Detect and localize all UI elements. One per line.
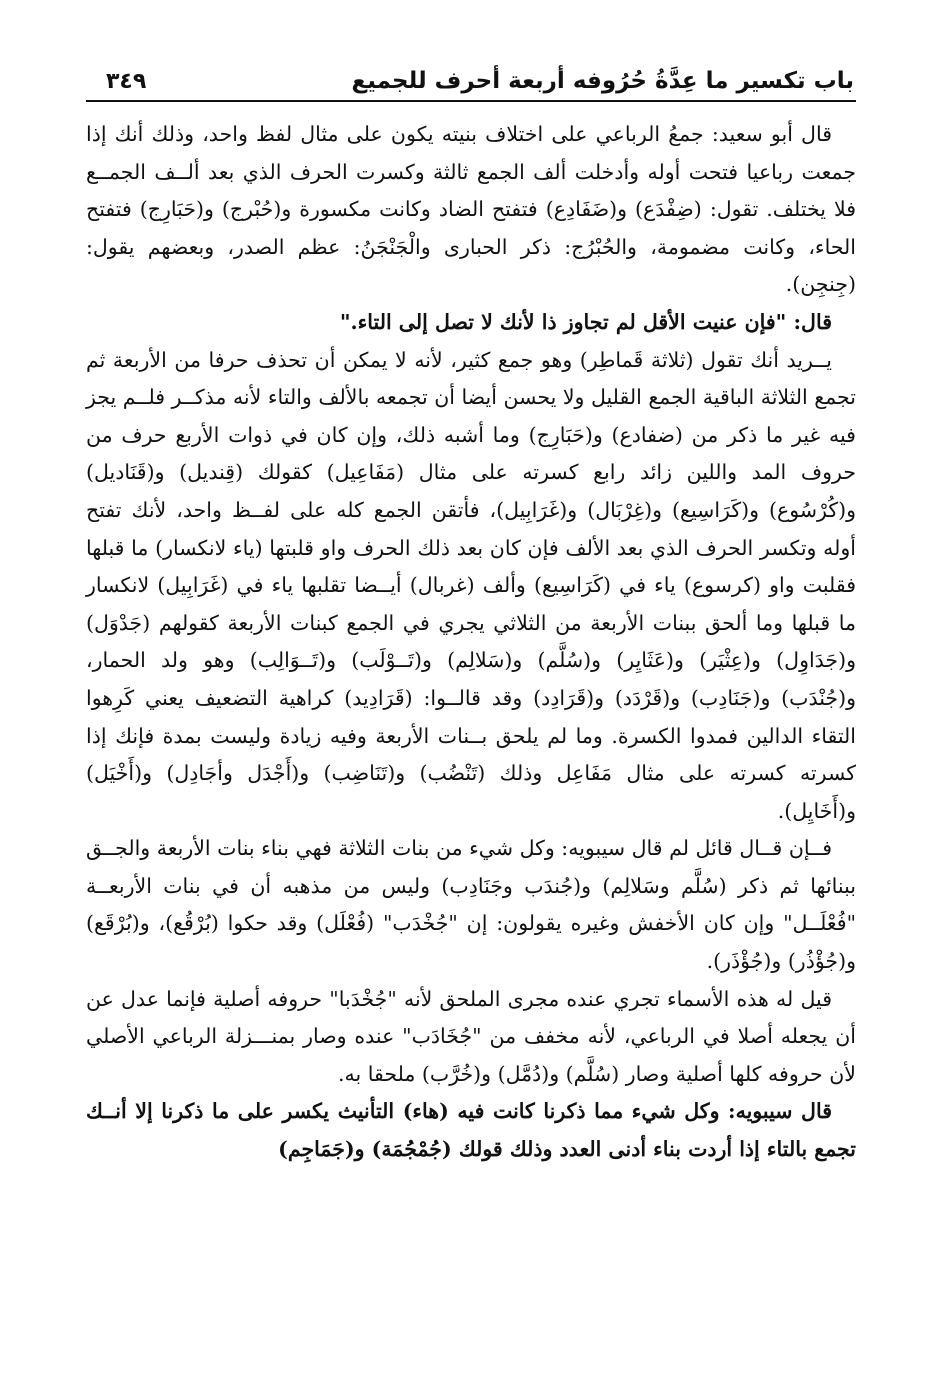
paragraph-sibawayh-quote-2: قال سيبويه: وكل شيء مما ذكرنا كانت فيه (هاء) التأنيث يكسر على ما ذكرنا إلا أنــك تجمع بالتاء إذا أردت بناء أدنى العدد وذلك قولك (جُمْجُمَة) و(جَمَاجِم): [86, 1099, 856, 1162]
paragraph-objection: فــإن قــال قائل لم قال سيبويه: وكل شيء من بنات الثلاثة فهي بناء بنات الأربعة والجــق ببنائها ثم ذكر (سُلَّم وسَلالِم) و(جُندَب وجَنَادِب) وليس من مذهبه أن في بنات الأربعــة "فُعْلَــل" وإن كان الأخفش وغيره يقولون: إن "جُخْدَب" (فُعْلَل) وقد حكوا (بُرْقُع)، و(بُرْقَع) و(جُؤْذُر) و(جُؤْذَر).: [86, 836, 856, 974]
paragraph-sibawayh-quote-1: قال: "فإن عنيت الأقل لم تجاوز ذا لأنك لا تصل إلى التاء.": [339, 309, 832, 334]
book-page: [86, 60, 856, 1169]
chapter-title: باب تكسير ما عِدَّةُ حُرُوفه أربعة أحرف للجميع: [351, 68, 854, 94]
page-body: [86, 116, 856, 1169]
paragraph-abu-said: قال أبو سعيد: جمعُ الرباعي على اختلاف بنيته يكون على مثال لفظ واحد، وذلك أنك إذا جمعت رباعيا فتحت أوله وأدخلت ألف الجمع ثالثة وكسرت الحرف الذي بعد ألــف الجمــع فلا يختلف. تقول: (ضِفْدَع) و(ضَفَادِع) فتفتح الضاد وكانت مكسورة و(حُبْرج) و(حَبَارِج) فتفتح الحاء، وكانت مضمومة، والحُبْرُج: ذكر الحبارى والْجَنْجَنُ: عظم الصدر، وبعضهم يقول: (جِنجِن).: [86, 122, 856, 297]
page-number: ٣٤٩: [106, 69, 147, 94]
paragraph-explanation: يــريد أنك تقول (ثلاثة قَماطِر) وهو جمع كثير، لأنه لا يمكن أن تحذف حرفا من الأربعة ثم تجمع الثلاثة الباقية الجمع القليل ولا يحسن أيضا أن تجمعه بالألف والتاء لأنه مذكــر فلــم يجز فيه غير ما ذكر من (ضفادع) و(حَبَارِج) وما أشبه ذلك، وإن كان في ذوات الأربع حرف من حروف المد واللين زائد رابع كسرته على مثال (مَفَاعِيل) كقولك (قِنديل) و(قَنَاديل) و(كُرْسُوع) و(كَرَاسِيع) و(غِرْبَال) و(غَرَابِيل)، فأتقن الجمع كله على لفــظ واحد، لأنك تفتح أوله وتكسر الحرف الذي بعد الألف فإن كان بعد ذلك الحرف واو قلبتها (ياء لانكسار) ما قبلها فقلبت واو (كرسوع) ياء في (كَرَاسِيع) وألف (غربال) أيــضا تقلبها ياء في (غَرَابِيل) لانكسار ما قبلها وما ألحق ببنات الأربعة من الثلاثي يجري في الجمع كبنات الأربعة كقولهم (جَدْوَل) و(جَدَاوِل) و(عِثْيَر) و(عَثَايِر) و(سُلَّم) و(سَلالِم) و(تَــوْلَب) و(تَــوَالِب) وهو ولد الحمار، و(جُنْدَب) و(جَنَادِب) و(قَرْدَد) و(قَرَادِد) وقد قالــوا: (قَرَادِيد) كراهية التضعيف يعني كَرِهوا التقاء الدالين فمدوا الكسرة. وما لم يلحق بــنات الأربعة وفيه زيادة وليست بمدة فإنك إذا كسرته كسرته على مثال مَفَاعِل وذلك (تَنْضُب) و(تَنَاضِب) و(أَجْدَل وأجَادِل) و(أَخْيَل) و(أَخَايِل).: [86, 347, 856, 823]
paragraph-answer: قيل له هذه الأسماء تجري عنده مجرى الملحق لأنه "جُخْدَبا" حروفه أصلية فإنما عدل عن أن يجعله أصلا في الرباعي، لأنه مخفف من "جُخَادَب" عنده وصار بمنـــزلة الرباعي الأصلي لأن حروفه كلها أصلية وصار (سُلَّم) و(دُمَّل) و(خُرَّب) ملحقا به.: [86, 986, 856, 1086]
running-header: [86, 60, 856, 102]
